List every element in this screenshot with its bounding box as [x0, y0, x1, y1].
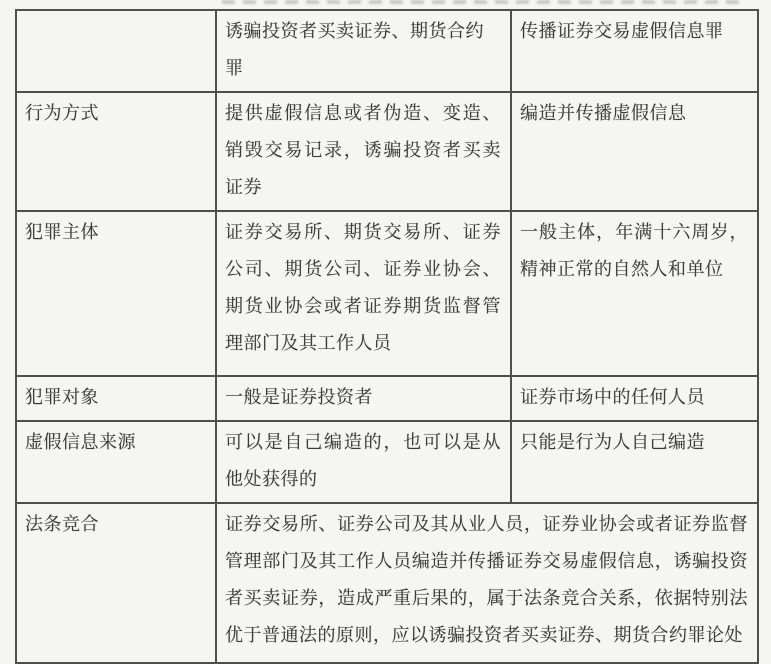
object-crime1-cell: 一般是证券投资者 [216, 376, 511, 421]
cropped-row-artifact [222, 0, 747, 4]
row-label-law-concurrence: 法条竞合 [16, 503, 216, 663]
header-empty-cell [16, 10, 216, 92]
row-label-object: 犯罪对象 [16, 376, 216, 421]
conduct-crime2-cell: 编造并传播虚假信息 [511, 92, 758, 211]
header-crime1-cell: 诱骗投资者买卖证券、期货合约罪 [216, 10, 511, 92]
subject-crime1-cell: 证券交易所、期货交易所、证券公司、期货公司、证券业协会、期货业协会或者证券期货监督管理部门及其工作人员 [216, 211, 511, 376]
table-row-law-concurrence [16, 503, 758, 663]
table-row-conduct [16, 92, 758, 211]
header-crime2-cell: 传播证券交易虚假信息罪 [511, 10, 758, 92]
header-row [16, 10, 758, 92]
info-source-crime1-cell: 可以是自己编造的，也可以是从他处获得的 [216, 421, 511, 503]
row-label-subject: 犯罪主体 [16, 211, 216, 376]
table-row-object [16, 376, 758, 421]
table-row-subject [16, 211, 758, 376]
table-row-info-source [16, 421, 758, 503]
conduct-crime1-cell: 提供虚假信息或者伪造、变造、销毁交易记录，诱骗投资者买卖证券 [216, 92, 511, 211]
crime-comparison-table [15, 9, 759, 664]
info-source-crime2-cell: 只能是行为人自己编造 [511, 421, 758, 503]
subject-crime2-cell: 一般主体，年满十六周岁，精神正常的自然人和单位 [511, 211, 758, 376]
object-crime2-cell: 证券市场中的任何人员 [511, 376, 758, 421]
law-concurrence-merged-cell: 证券交易所、证券公司及其从业人员，证券业协会或者证券监督管理部门及其工作人员编造并传播证券交易虚假信息，诱骗投资者买卖证券，造成严重后果的，属于法条竞合关系，依据特别法优于普通法的原则，应以诱骗投资者买卖证券、期货合约罪论处 [216, 503, 758, 663]
row-label-info-source: 虚假信息来源 [16, 421, 216, 503]
row-label-conduct: 行为方式 [16, 92, 216, 211]
